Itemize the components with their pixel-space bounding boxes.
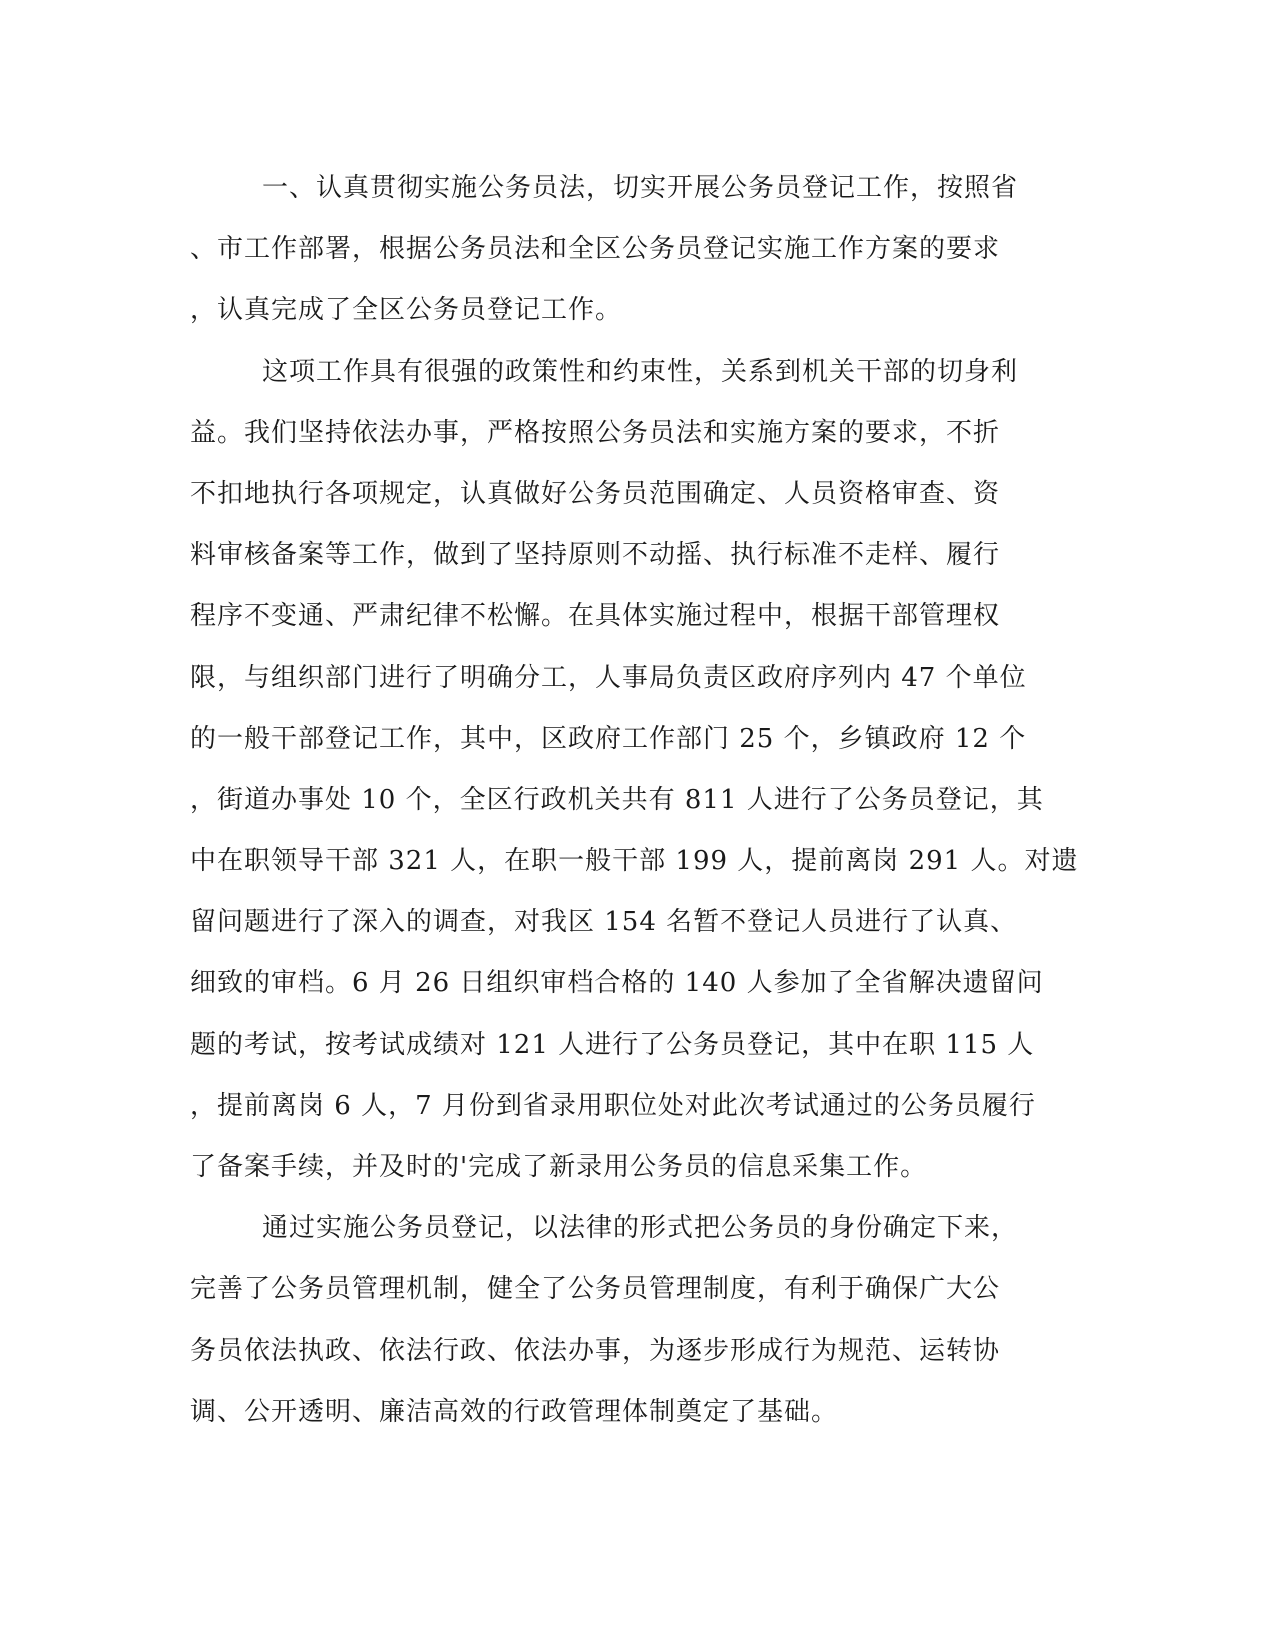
text-line: 程序不变通、严肃纪律不松懈。在具体实施过程中，根据干部管理权 [190,601,1001,632]
text-line: 细致的审档。6 月 26 日组织审档合格的 140 人参加了全省解决遗留问 [190,968,1044,999]
text-line: ，认真完成了全区公务员登记工作。 [190,295,623,326]
text-line: 了备案手续，并及时的'完成了新录用公务员的信息采集工作。 [190,1152,928,1182]
text-line: 益。我们坚持依法办事，严格按照公务员法和实施方案的要求，不折 [190,417,1001,448]
text-line: 中在职领导干部 321 人，在职一般干部 199 人，提前离岗 291 人。对遗 [190,846,1079,877]
text-line: 一、认真贯彻实施公务员法，切实开展公务员登记工作，按照省 [262,173,1019,203]
paragraph-registration-intro [190,158,1080,342]
text-line: 、市工作部署，根据公务员法和全区公务员登记实施工作方案的要求 [190,234,1001,265]
text-line: 不扣地执行各项规定，认真做好公务员范围确定、人员资格审查、资 [190,478,1001,509]
paragraph-registration-details [190,342,1080,1199]
document-body [190,158,1080,1443]
text-line: 调、公开透明、廉洁高效的行政管理体制奠定了基础。 [190,1396,839,1427]
text-line: 的一般干部登记工作，其中，区政府工作部门 25 个，乡镇政府 12 个 [190,723,1027,754]
text-line: 留问题进行了深入的调查，对我区 154 名暂不登记人员进行了认真、 [190,907,1018,938]
text-line: 料审核备案等工作，做到了坚持原则不动摇、执行标准不走样、履行 [190,540,1001,571]
text-line: ，街道办事处 10 个，全区行政机关共有 811 人进行了公务员登记，其 [190,784,1044,815]
text-line: 通过实施公务员登记，以法律的形式把公务员的身份确定下来， [262,1213,1019,1244]
text-line: ，提前离岗 6 人，7 月份到省录用职位处对此次考试通过的公务员履行 [190,1090,1036,1121]
text-line: 完善了公务员管理机制，健全了公务员管理制度，有利于确保广大公 [190,1274,1001,1305]
paragraph-registration-outcome [190,1198,1080,1443]
text-line: 题的考试，按考试成绩对 121 人进行了公务员登记，其中在职 115 人 [190,1029,1035,1060]
text-line: 务员依法执政、依法行政、依法办事，为逐步形成行为规范、运转协 [190,1335,1001,1366]
text-line: 这项工作具有很强的政策性和约束性，关系到机关干部的切身利 [262,356,1019,387]
text-line: 限，与组织部门进行了明确分工，人事局负责区政府序列内 47 个单位 [190,662,1027,693]
